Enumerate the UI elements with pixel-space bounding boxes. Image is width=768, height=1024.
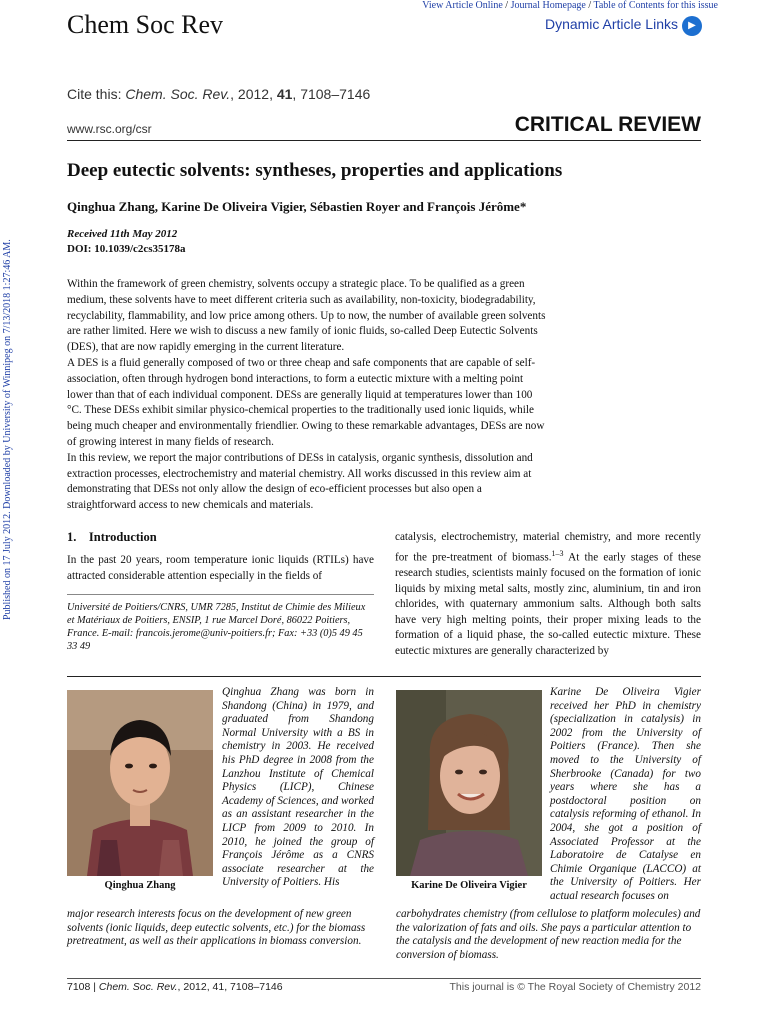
- article-type: CRITICAL REVIEW: [514, 113, 701, 136]
- affiliation-rule: [67, 594, 374, 595]
- journal-homepage-link[interactable]: Journal Homepage: [510, 0, 586, 11]
- abstract-paragraph: Within the framework of green chemistry, solvents occupy a strategic place. To be qualified as a green medium, these solvents have to meet different criteria such as availability, non-toxicity, biodegradability, recyclability, flammability, and low price among others. Up to now, the number of available green solvents are rather limited. Here we wish to discuss a new family of ionic fluids, so-called Deep Eutectic Solvents (DES), that are now rapidly emerging in the current literature.: [67, 278, 546, 354]
- footer-citation: 7108 | Chem. Soc. Rev., 2012, 41, 7108–7146: [67, 981, 283, 993]
- portrait-illustration: [396, 690, 542, 876]
- photo-caption: Qinghua Zhang: [104, 880, 176, 891]
- download-banner: [2, 210, 14, 630]
- page-number: 7108: [67, 981, 91, 993]
- header-rule: [67, 140, 701, 141]
- affiliation: Université de Poitiers/CNRS, UMR 7285, Institut de Chimie des Milieux et Matériaux de Poitiers, ENSIP, 1 rue Marcel Doré, 86022 Poitiers, France. E-mail: francois.jerome@univ-poitiers.fr; Fax: +33 (0)5 49 45 33 49: [67, 602, 366, 653]
- download-banner-text: Published on 17 July 2012. Downloaded by University of Winnipeg on 7/13/2018 1:27:46 AM.: [2, 239, 13, 620]
- bio-rule: [67, 676, 701, 677]
- author-list: Qinghua Zhang, Karine De Oliveira Vigier, Sébastien Royer and François Jérôme*: [67, 199, 527, 214]
- portrait-illustration: [67, 690, 213, 876]
- citation: Cite this: Chem. Soc. Rev., 2012, 41, 7108–7146: [67, 86, 371, 102]
- author-photo-vigier: [396, 690, 542, 876]
- photo-caption: Karine De Oliveira Vigier: [411, 880, 527, 891]
- reference-link[interactable]: 1–3: [551, 548, 564, 558]
- author-bio: Karine De Oliveira Vigier received her PhD in chemistry (specialization in catalysis) in 2002 from the University of Poitiers (France). Then she moved to the University of Sherbrooke (Canada) for two years where she has a postdoctoral position on catalysis reforming of ethanol. In 2004, she got a position of Associated Professor at the Laboratoire de Catalyse en Chimie Organique (LACCO) at the University of Poitiers. Her actual research focuses on: [550, 686, 701, 902]
- journal-name: Chem Soc Rev: [67, 10, 223, 39]
- journal-website-link[interactable]: www.rsc.org/csr: [67, 122, 152, 136]
- table-of-contents-link[interactable]: Table of Contents for this issue: [593, 0, 718, 11]
- author-photo-zhang: [67, 690, 213, 876]
- footer-rule: [67, 978, 701, 979]
- section-heading: 1. Introduction: [67, 530, 157, 544]
- play-arrow-icon[interactable]: ▶: [682, 16, 702, 36]
- top-nav: View Article Online / Journal Homepage / Table of Contents for this issue: [422, 0, 718, 11]
- author-bio-continued: carbohydrates chemistry (from cellulose to platform molecules) and the valorization of fats and oils. She pays a particular attention to the catalysis and the development of new reaction media for the conversion of biomass.: [396, 908, 701, 961]
- received-date: Received 11th May 2012: [67, 228, 178, 240]
- copyright: This journal is © The Royal Society of Chemistry 2012: [449, 981, 701, 993]
- doi: DOI: 10.1039/c2cs35178a: [67, 243, 186, 255]
- abstract: [67, 277, 547, 514]
- intro-left-column: [67, 530, 374, 653]
- article-title: Deep eutectic solvents: syntheses, properties and applications: [67, 160, 563, 181]
- dynamic-article-links[interactable]: Dynamic Article Links: [544, 16, 678, 32]
- intro-paragraph-continued: catalysis, electrochemistry, material chemistry, and more recently for the pre-treatment of biomass.$^{1-3}$ At the early stages of these research studies, scientists mainly focused on the formation of ionic liquids by mixing metal salts, mostly zinc, aluminium, tin and iron chlorides, with quaternary ammonium salts. Although both salts have very high melting points, their proper mixing leads to the formation of a liquid phase, the so-called eutectic mixture. These eutectic mixtures are generally characterized by: [395, 531, 701, 657]
- abstract-paragraph: A DES is a fluid generally composed of two or three cheap and safe components that are capable of self-association, often through hydrogen bond interactions, to form a eutectic mixture with a melting point lower than that of each individual component. DESs are generally liquid at temperatures lower than 100 °C. These DESs exhibit similar physico-chemical properties to the traditionally used ionic liquids, while being much cheaper and environmentally friendlier. Owing to these remarkable advantages, DESs are now of growing interest in many fields of research.: [67, 356, 545, 448]
- view-article-online-link[interactable]: View Article Online: [422, 0, 503, 11]
- intro-paragraph: In the past 20 years, room temperature ionic liquids (RTILs) have attracted considerable attention especially in the fields of: [67, 554, 374, 582]
- author-bio: Qinghua Zhang was born in Shandong (China) in 1979, and graduated from Shandong Normal University with a BS in chemistry in 2003. He received his PhD degree in 2008 from the Lanzhou Institute of Chemical Physics (LICP), Chinese Academy of Sciences, and worked as an assistant researcher in the LICP from 2009 to 2010. In 2010, he joined the group of François Jérôme as a CNRS associate researcher at the University of Poitiers. His: [222, 686, 374, 889]
- abstract-paragraph: In this review, we report the major contributions of DESs in catalysis, organic synthesis, dissolution and extraction processes, electrochemistry and material chemistry. All works discussed in this review aim at demonstrating that DESs not only allow the design of eco-efficient processes but also open a straightforward access to new chemicals and materials.: [67, 451, 533, 512]
- intro-right-column: [395, 530, 701, 659]
- author-bio-continued: major research interests focus on the development of new green solvents (ionic liquids, deep eutectic solvents, etc.) for the biomass pretreatment, as well as their applications in biomass conversion.: [67, 908, 366, 948]
